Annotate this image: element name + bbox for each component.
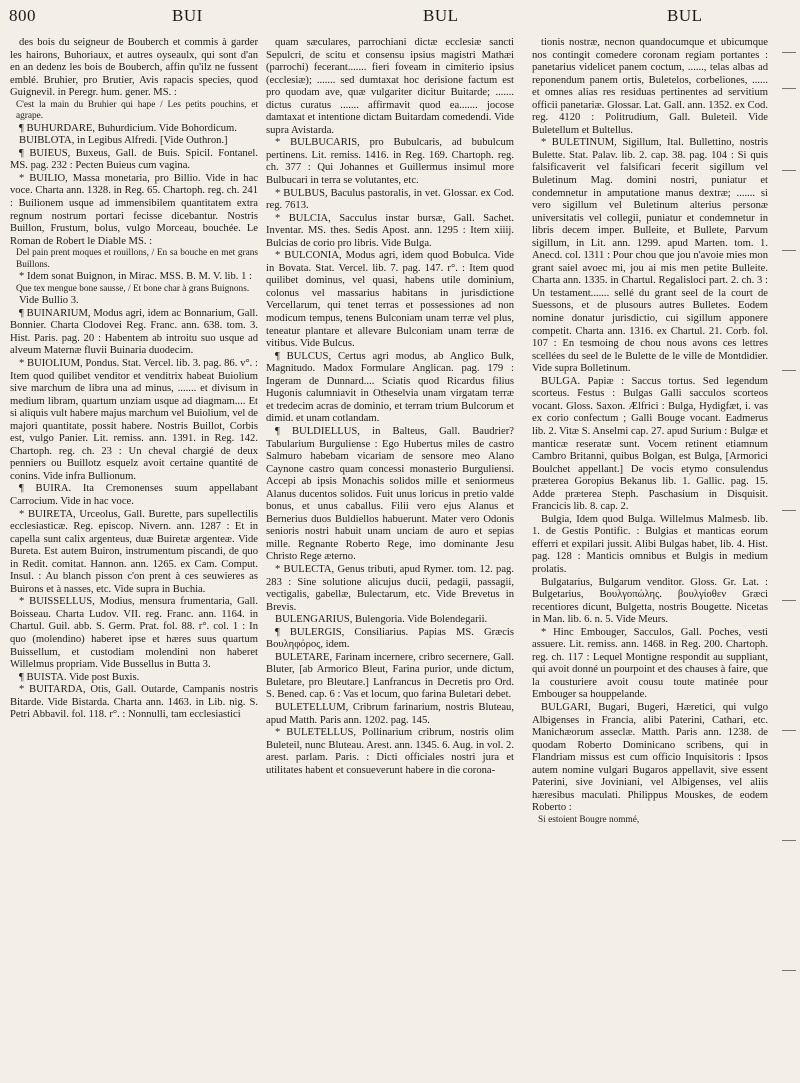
dictionary-entry: BULENGARIUS, Bulengoria. Vide Bolendegarii. [275,614,488,626]
edge-mark [782,730,796,731]
dictionary-entry: Bulgia, Idem quod Bulga. Willelmus Malmesb. lib. 1. de Gestis Pontific. : Bulgias et manticas eorum efferri et expilari jussit. Alibi Bulgas habet, lib. 4. Hist. pag. 128 : Manticis omnibus et Bulgis in medium prolatis. [532,513,768,575]
edge-mark [782,970,796,971]
dictionary-entry: ¶ BUIEUS, Buxeus, Gall. de Buis. Spicil. Fontanel. MS. pag. 232 : Pecten Buieus cum vagina. [10,147,258,172]
page-number: 800 [9,6,36,25]
edge-mark [782,600,796,601]
edge-mark [782,250,796,251]
dictionary-entry: * BUISSELLUS, Modius, mensura frumentaria, Gall. Boisseau. Charta Ludov. VII. reg. Franc. ann. 1164. in Chartul. Guil. abb. S. Germ. Prat. fol. 88. r°. col. 1 : In quo (molendino) haberet ipse et hæres suus quartum Buissellum, et custodiam molendini non haberet Willelmus propriam. Vide Bussellus in Butta 3. [10,596,258,671]
page-header [0,0,800,30]
dictionary-entry: ¶ BULERGIS, Consiliarius. Papias MS. Græcis Βουληφόρος, idem. [266,626,514,651]
page-edge-binding [778,40,800,1040]
edge-mark [782,88,796,89]
dictionary-entry: BULGARI, Bugari, Bugeri, Hæretici, qui vulgo Albigenses in Francia, alibi Paterini, Cathari, etc. Manichæorum asseclæ. Matth. Paris ann. 1238. de quodam Roberto Dominicano scribens, qui in Flandriam missus est cum officio Inquisitoris : Ipsos autem nomine vulgari Bugaros appellavit, sive essent Paterini, sive Joviniani, vel Albigenses, vel aliis hæresibus maculati. Philippus Mouskes, de eodem Roberto : [532,701,768,814]
dictionary-entry: * BUITARDA, Otis, Gall. Outarde, Campanis nostris Bitarde. Vide Bistarda. Charta ann. 1463. in Lib. nig. S. Petri Abbavil. fol. 118. r°. : Nonnulli, tam ecclesiastici [10,684,258,721]
dictionary-entry: * BULETINUM, Sigillum, Ital. Bullettino, nostris Bulette. Stat. Palav. lib. 2. cap. 38. pag. 104 : Si quis falsificaverit vel falsificari fecerit sigillum vel Buletinum Mag. domini nostri, puniatur et condemnetur in amputatione manus dextræ; ....... si vero sigillum vel Buletinum alterius personæ universitatis vel collegii, puniatur et condemnetur in libris decem imper. Bulleite, et Bullete, Parvum sigillum, in Lit. ann. 1299. apud Marten. tom. 1. Anecd. col. 1311 : Pour chou que jou n'avoie mies mon grant saiel avoec mi, jou ai mis men petite Bulleite. Charta ann. 1335. in Chartul. Regalisloci part. 2. ch. 3 : Un testament....... sellé du grant seel de la court de Suessons, et de plusours autres Bulletes. Eodem nomine donatur jurisdictio, cui sigillum apponere competit. Charta ann. 1316. ex Chartul. 21. Corb. fol. 107 : En tesmoing de chou nous avons ces lettres scellées du seel de le Bulette de le ville de Montdidier. Vide supra Bolletinum. [532,137,768,375]
edge-mark [782,52,796,53]
dictionary-entry: tionis nostræ, necnon quandocumque et ubicumque nos contingit comedere coronam regiam portantes : panetarius videlicet panem coctum, ......, telas albas ad reponendum panem ortis, Buletelos, corbeliones, ...... et omnes alias res residuas pertinentes ad servitium officii panetariæ. Glossar. Lat. Gall. ann. 1352. ex Cod. reg. 4120 : Politrudium, Gall. Buleteil. Vide Buletellum et Bultellus. [532,37,768,136]
dictionary-entry: * BULECTA, Genus tributi, apud Rymer. tom. 12. pag. 283 : Sine solutione alicujus ducii, pedagii, passagii, vectigalis, gabellæ, Bulectarum, etc. Vide Brevetus in Brevis. [266,563,514,613]
running-head-left: BUI [172,6,203,25]
dictionary-entry: Bulgatarius, Bulgarum venditor. Gloss. Gr. Lat. : Bulgetarius, Βουλγοπώλης. βουλγίοθεν Græci recentiores dicunt, Bulgetta, nostris Bougette. Nicetas in Man. lib. 6. n. 5. Vide Meurs. [532,576,768,626]
dictionary-entry: BUIBLOTA, in Legibus Alfredi. [Vide Outhron.] [19,135,228,147]
column-1 [10,37,258,1077]
dictionary-entry: * BULETELLUS, Pollinarium cribrum, nostris olim Buleteil, nunc Bluteau. Arest. ann. 1345. 6. Aug. in vol. 2. arest. parlam. Paris. : Dicti officiales nostri jura et utilitates habent et consueverunt habere in die corona- [266,727,514,776]
dictionary-entry: * Idem sonat Buignon, in Mirac. MSS. B. M. V. lib. 1 : [19,271,252,283]
dictionary-entry: ¶ BULDIELLUS, in Balteus, Gall. Baudrier? Tabularium Burguliense : Ego Hubertus miles de castro Salmuro habebam vicariam de sensore meo Alano Caynone castro quam concessi monasterio Burguliensi. Accepi ab ipsis Monachis solidos mille et seniormeus Alanus ducentos solidos. Fuit unus loricus in pretio valde bonus, et unus caballus. Filii vero ejus Alanus et Bernerius duos Buldiellos habuerunt. Mater vero Odonis senioris nostri habuit unam unciam de auro et sepias mille. Regnante Roberto Rege, imo dominante Jesu Christo Rege æterno. [266,425,514,563]
dictionary-entry: * BUILIO, Massa monetaria, pro Billio. Vide in hac voce. Charta ann. 1328. in Reg. 65. Chartoph. reg. ch. 241 : Builionem usque ad immensibilem quantitatem extra regnum nostrum portari fecisse dicebantur. Nostris Buillon, Frustum, bolus, vulgo Morceau, bouchée. Le Roman de Robert le Diable MS. : [10,172,258,247]
dictionary-entry: * BULCONIA, Modus agri, idem quod Bobulca. Vide in Bovata. Stat. Vercel. lib. 7. pag. 147. r°. : Item quod quilibet dominus, vel quasi, habens utile dominium, colonus vel massarius habitans in jurisdictione Vercellarum, qui tenet terras et possessiones ad non modicum tempus, tenens Bulconiam unam terræ vel plus, teneatur plantare et allevare Bulconiam unam terræ de vitibus. Vide Bulcus. [266,250,514,350]
column-3 [532,37,768,1077]
dictionary-entry: quam sæculares, parrochiani dictæ ecclesiæ sancti Sepulcri, de scitu et consensu ipsius magistri Mathæi (parrochi) fecerant....... fieri foveam in cimiterio ipsius (ecclesiæ); ....... sed dumtaxat hoc derisione factum est pro quodam ave, quæ vulgariter dicitur Buitarde; ....... dictus curatus ....... affirmavit quod ea....... jocose damtaxat et intentione dictam Buitardam comedendi. Vide supra Avistarda. [266,37,514,136]
edge-mark [782,510,796,511]
dictionary-entry: ¶ BUHURDARE, Buhurdicium. Vide Bohordicum. [19,122,237,134]
dictionary-entry: BULETARE, Farinam incernere, cribro secernere, Gall. Bluter, [ab Armorico Bleut, Farina purior, unde dictum, Buletare, pro Bleutare.] Lanfrancus in Decretis pro Ord. S. Bened. cap. 6 : Vas et locum, quo farina Buletari debet. [266,651,514,701]
edge-mark [782,170,796,171]
dictionary-entry: BULETELLUM, Cribrum farinarium, nostris Bluteau, apud Matth. Paris ann. 1202. pag. 145. [266,701,514,726]
verse-quote: C'est la main du Bruhier qui hape / Les petits pouchins, et agrape. [16,99,258,122]
dictionary-entry: BULGA. Papiæ : Saccus tortus. Sed legendum scorteus. Festus : Bulgas Galli sacculos scorteos vocant. Gloss. Saxon. Ælfrici : Bulga, Hydigfæt, i. vas ex corio confectum ; Galli Bouge vocant. Eadmerus lib. 2. Vitæ S. Anselmi cap. 27. apud Surium : Bulgæ et manticæ reseratæ sunt. Vocem retinent etiamnum Cambro Britanni, quibus Bolgan, est Bulga, [Armorici Boulchet appellant.] De vocis etymo consulendus præterea Goropius Bekanus lib. 1. Gallic. pag. 15. Adde præterea Steph. Paschasium in Disquisit. Francicis lib. 8. cap. 2. [532,375,768,513]
edge-mark [782,840,796,841]
dictionary-entry: * BULCIA, Sacculus instar bursæ, Gall. Sachet. Inventar. MS. thes. Sedis Apost. ann. 1295 : Item xiiij. Bulcias de corio pro libris. Vide Bulga. [266,212,514,249]
dictionary-entry: * BULBUS, Baculus pastoralis, in vet. Glossar. ex Cod. reg. 7613. [266,187,514,212]
dictionary-entry: ¶ BUISTA. Vide post Buxis. [19,671,140,683]
running-head-center: BUL [423,6,459,25]
edge-mark [782,370,796,371]
dictionary-entry: des bois du seigneur de Bouberch et commis à garder les hairons, Buhoriaux, et autres oyseaulx, qui sont d'an en an dedenz les bois de Bouberch, affin qu'ilz ne fussent emblé. Bruhier, pro Brutier, Avis rapacis species, quod Guignevil. in Peregr. hum. gener. MS. : [10,37,258,99]
dictionary-entry: * BULBUCARIS, pro Bubulcaris, ad bubulcum pertinens. Lit. remiss. 1416. in Reg. 169. Chartoph. reg. ch. 377 : Qui Johannes et Guillermus insimul more Bulbucari in terra se volutantes, etc. [266,137,514,187]
dictionary-entry: ¶ BULCUS, Certus agri modus, ab Anglico Bulk, Magnitudo. Madox Formulare Anglican. pag. 179 : Ingeram de Dunnard.... Sciatis quod Ricardus filius Hugonis calumniavit in Otheselvia unam virgatam terræ et tredecim acras de dominio, et terram trium Bulcorum et dimid. et unam cotlandam. [266,350,514,425]
verse-quote: Que tex mengue bone sausse, / Et bone char à grans Buignons. [16,283,250,294]
dictionary-entry: * BUIRETA, Urceolus, Gall. Burette, pars supellectilis ecclesiasticæ. Reg. episcop. Nivern. ann. 1287 : Et in capella sunt calix argenteus, duæ Buiretæ argenteæ. Vide Bureta. Est autem Buiron, instrumentum piscandi, de quo in Redit. comitat. Hannon. ann. 1265. ex Cam. Comput. Insul. : Au blanch pisson c'on prent à ces seuwieres as Buirons et à nasses, etc. Vide supra in Buchia. [10,508,258,595]
dictionary-entry: * BUIOLIUM, Pondus. Stat. Vercel. lib. 3. pag. 86. v°. : Item quod quilibet venditor et venditrix habeat Buiolium sive marchum de libra una ad minus, ....... et divisum in medium libram, quartum unziam usque ad diagmam.... Et si aliquis vult habere majus marchum vel Buiolium, vel de majori quantitate, possit habere. Nostris Buillot, Corbis est, vulgo Panier. Lit. remiss. ann. 1391. in Reg. 142. Chartoph. reg. ch. 23 : Un cheval chargié de deux penniers ou Buillotz esquelz avoit certaine quantité de conins. Vide infra Bullionum. [10,357,258,482]
dictionary-entry: ¶ BUIRA. Ita Cremonenses suum appellabant Carrocium. Vide in hac voce. [10,483,258,507]
running-head-right: BUL [667,6,703,25]
column-2 [266,37,514,1077]
dictionary-entry: ¶ BUINARIUM, Modus agri, idem ac Bonnarium, Gall. Bonnier. Charta Clodovei Reg. Franc. ann. 638. tom. 3. Hist. Paris. pag. 20 : Habentem ab introitu suo usque ad alveum Maternæ fluvii Buinaria duodecim. [10,307,258,357]
verse-quote: Del pain prent moques et rouillons, / En sa bouche en met grans Buillons. [16,248,258,270]
verse-quote: Si estoient Bougre nommé, [538,814,640,825]
dictionary-entry: Vide Bullio 3. [19,295,79,307]
dictionary-entry: * Hinc Embouger, Sacculos, Gall. Poches, vesti assuere. Lit. remiss. ann. 1468. in Reg. 200. Chartoph. reg. ch. 117 : Lequel Montigne respondit au suppliant, qui avoit donné un pourpoint et des chauses à faire, que la cousturiere avoit cousu toute matinée pour Embouger sa houppelande. [532,626,768,701]
